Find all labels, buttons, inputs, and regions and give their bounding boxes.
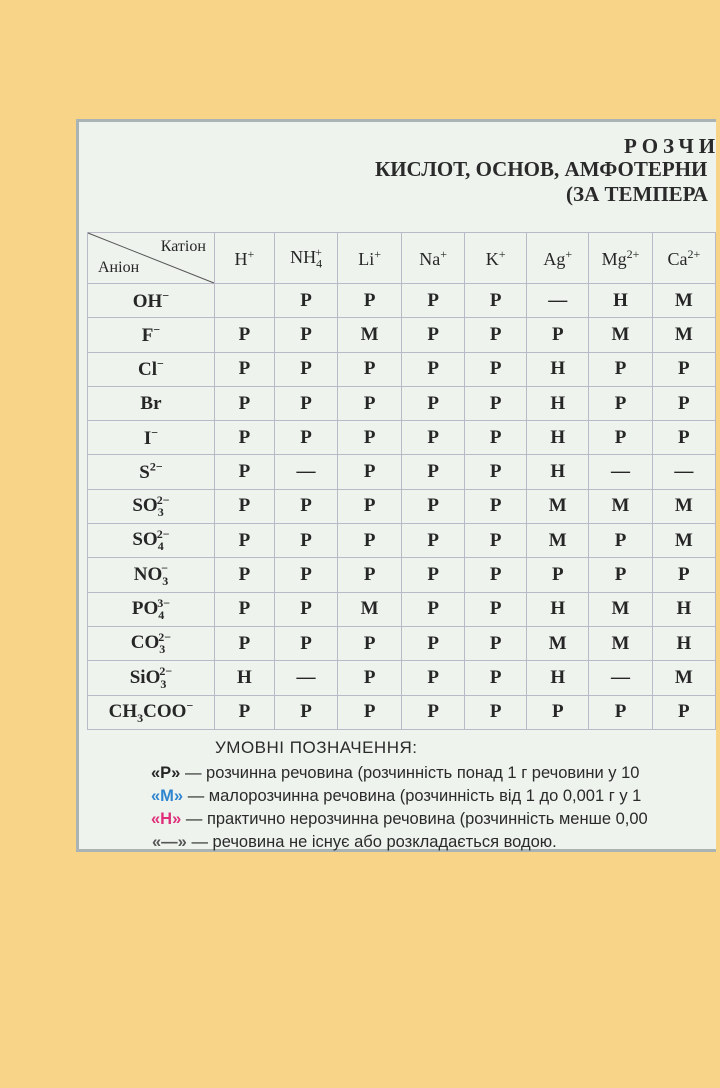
solubility-cell: Н — [652, 626, 715, 660]
legend-text: — розчинна речовина (розчинність понад 1 г речовини у 10 — [180, 764, 640, 782]
solubility-cell: Р — [274, 558, 337, 592]
solubility-cell: Р — [214, 592, 274, 626]
anion-cell — [88, 386, 215, 420]
solubility-cell: М — [589, 592, 652, 626]
solubility-cell: Р — [465, 592, 527, 626]
legend-symbol: «Р» — [151, 764, 181, 782]
cation-header-cell — [338, 233, 402, 284]
cation-label: Катіон — [160, 238, 206, 255]
solubility-cell: Р — [214, 524, 274, 558]
solubility-cell: М — [527, 489, 589, 523]
solubility-cell: Р — [274, 318, 337, 352]
anion-cell — [88, 489, 215, 523]
solubility-cell: Р — [652, 352, 715, 386]
solubility-cell: Р — [338, 352, 402, 386]
cation-header-cell — [465, 233, 527, 284]
solubility-cell: Н — [527, 592, 589, 626]
solubility-cell: М — [652, 318, 715, 352]
solubility-cell: Р — [274, 386, 337, 420]
solubility-cell: Р — [465, 558, 527, 592]
solubility-cell: Р — [402, 524, 465, 558]
solubility-cell: Р — [214, 626, 274, 660]
solubility-cell: Р — [652, 421, 715, 455]
ion-formula: I− — [143, 425, 159, 449]
solubility-cell: М — [338, 592, 402, 626]
legend-item — [151, 810, 648, 829]
table-row — [88, 352, 716, 386]
solubility-cell: Р — [465, 386, 527, 420]
ion-formula: Br — [140, 392, 162, 414]
solubility-cell: М — [527, 626, 589, 660]
anion-cell — [88, 284, 215, 318]
solubility-cell: М — [652, 524, 715, 558]
solubility-cell: Н — [527, 455, 589, 489]
table-row — [88, 455, 716, 489]
solubility-cell: Р — [214, 352, 274, 386]
solubility-cell: Р — [338, 421, 402, 455]
solubility-cell: Р — [338, 489, 402, 523]
solubility-cell: Р — [465, 661, 527, 695]
legend-text: — речовина не існує або розкладається водою. — [186, 833, 557, 851]
solubility-cell: Р — [589, 386, 652, 420]
solubility-cell: Р — [465, 352, 527, 386]
solubility-cell: Р — [589, 558, 652, 592]
solubility-cell: Р — [338, 524, 402, 558]
solubility-cell: Р — [274, 592, 337, 626]
cation-header-cell — [402, 233, 465, 284]
cation-header-cell — [652, 233, 715, 284]
table-row — [88, 524, 716, 558]
cation-header-cell — [589, 233, 652, 284]
solubility-cell: М — [589, 489, 652, 523]
cation-header-cell — [527, 233, 589, 284]
solubility-cell: М — [589, 626, 652, 660]
anion-cell — [88, 695, 215, 729]
solubility-cell: М — [652, 489, 715, 523]
solubility-cell: Р — [274, 284, 337, 318]
anion-cell — [88, 592, 215, 626]
solubility-cell: Р — [214, 421, 274, 455]
solubility-cell: Р — [338, 284, 402, 318]
legend-symbol: «М» — [151, 787, 184, 805]
legend-item — [152, 833, 557, 852]
table-row — [88, 558, 716, 592]
ion-formula: $PO_4^{3-}$ — [131, 595, 171, 622]
solubility-cell: Р — [214, 695, 274, 729]
solubility-table — [87, 232, 716, 730]
solubility-cell: Р — [465, 695, 527, 729]
solubility-cell: Р — [338, 695, 402, 729]
solubility-cell: Н — [589, 284, 652, 318]
table-row — [88, 318, 716, 352]
solubility-cell: М — [652, 661, 715, 695]
ion-formula: $NO_3^-$ — [133, 561, 169, 588]
solubility-cell: Р — [527, 558, 589, 592]
anion-cell — [88, 524, 215, 558]
ion-formula: $SO_3^{2-}$ — [132, 492, 170, 519]
title-line-2: КИСЛОТ, ОСНОВ, АМФОТЕРНИ — [375, 157, 708, 181]
solubility-cell: М — [589, 318, 652, 352]
solubility-cell: Р — [402, 318, 465, 352]
solubility-cell: Н — [527, 421, 589, 455]
solubility-cell: Р — [338, 626, 402, 660]
anion-cell — [88, 421, 215, 455]
ion-formula: F− — [141, 322, 161, 347]
solubility-cell: Р — [338, 558, 402, 592]
solubility-cell: Р — [402, 661, 465, 695]
solubility-cell: Р — [465, 524, 527, 558]
solubility-cell: Н — [527, 661, 589, 695]
ion-formula: H+ — [234, 246, 255, 269]
solubility-cell: Н — [527, 352, 589, 386]
ion-formula: $SO_4^{2-}$ — [132, 527, 170, 554]
solubility-cell: — — [274, 661, 337, 695]
solubility-cell: Р — [402, 352, 465, 386]
solubility-cell: Р — [589, 695, 652, 729]
legend-text: — малорозчинна речовина (розчинність від 1 до 0,001 г у 1 — [183, 787, 642, 805]
legend-title: УМОВНІ ПОЗНАЧЕННЯ: — [215, 738, 418, 757]
solubility-cell: Р — [652, 558, 715, 592]
anion-cell — [88, 626, 215, 660]
solubility-cell: Р — [274, 626, 337, 660]
anion-cell — [88, 661, 215, 695]
solubility-cell: Р — [652, 386, 715, 420]
solubility-cell: Р — [465, 455, 527, 489]
solubility-cell: Р — [402, 386, 465, 420]
solubility-cell: Р — [465, 626, 527, 660]
solubility-cell: Р — [274, 352, 337, 386]
legend-symbol: «—» — [152, 833, 187, 851]
cation-header-cell — [274, 233, 337, 284]
solubility-cell: Р — [402, 284, 465, 318]
solubility-cell: Н — [214, 661, 274, 695]
solubility-cell: Р — [402, 695, 465, 729]
solubility-table-panel — [76, 119, 720, 852]
solubility-cell: Р — [465, 489, 527, 523]
title-line-3: (ЗА ТЕМПЕРА — [566, 182, 708, 206]
solubility-cell: Р — [465, 318, 527, 352]
solubility-cell: Р — [214, 489, 274, 523]
solubility-cell: Р — [652, 695, 715, 729]
table-row — [88, 489, 716, 523]
ion-formula: Ag+ — [543, 246, 573, 269]
solubility-cell: Р — [274, 524, 337, 558]
ion-formula: Na+ — [419, 246, 448, 269]
solubility-cell: М — [652, 284, 715, 318]
solubility-cell: — — [589, 455, 652, 489]
ion-formula: K+ — [485, 246, 506, 269]
legend-item — [151, 787, 641, 806]
table-row — [88, 626, 716, 660]
anion-cell — [88, 558, 215, 592]
legend-symbol: «Н» — [151, 810, 182, 828]
table-row — [88, 386, 716, 420]
solubility-cell: Р — [402, 592, 465, 626]
title-line-1: РОЗЧИ — [624, 134, 720, 158]
legend-text: — практично нерозчинна речовина (розчинність менше 0,00 — [181, 810, 648, 828]
ion-formula: $Mg^{2+}$ — [601, 246, 640, 269]
solubility-cell: Р — [589, 352, 652, 386]
solubility-cell: Р — [338, 455, 402, 489]
solubility-cell: Р — [274, 489, 337, 523]
ion-formula: $CH_3COO^-$ — [108, 698, 194, 725]
ion-formula: $S^{2-}$ — [139, 459, 163, 484]
solubility-cell: Р — [589, 421, 652, 455]
solubility-cell: Р — [338, 661, 402, 695]
solubility-cell: Р — [402, 558, 465, 592]
solubility-cell — [214, 284, 274, 318]
anion-cell — [88, 352, 215, 386]
anion-cell — [88, 455, 215, 489]
solubility-cell: Р — [465, 284, 527, 318]
solubility-cell: — — [652, 455, 715, 489]
solubility-cell: — — [589, 661, 652, 695]
solubility-cell: Р — [274, 421, 337, 455]
solubility-cell: Р — [527, 695, 589, 729]
solubility-cell: Н — [652, 592, 715, 626]
ion-formula: $NH_4^+$ — [290, 244, 323, 271]
solubility-cell: Р — [274, 695, 337, 729]
solubility-cell: Р — [589, 524, 652, 558]
ion-formula: OH− — [132, 288, 170, 312]
solubility-cell: Р — [214, 558, 274, 592]
solubility-cell: — — [527, 284, 589, 318]
cation-header-cell — [214, 233, 274, 284]
table-row — [88, 592, 716, 626]
solubility-cell: Р — [214, 386, 274, 420]
solubility-cell: М — [527, 524, 589, 558]
anion-label: Аніон — [98, 259, 140, 276]
ion-formula: Li+ — [358, 246, 382, 269]
table-row — [88, 661, 716, 695]
table-row — [88, 284, 716, 318]
anion-cell — [88, 318, 215, 352]
ion-formula: $Ca^{2+}$ — [667, 246, 701, 269]
solubility-cell: Р — [402, 421, 465, 455]
solubility-cell: Р — [214, 455, 274, 489]
solubility-cell: Р — [402, 489, 465, 523]
solubility-cell: Р — [338, 386, 402, 420]
table-row — [88, 421, 716, 455]
ion-formula: SiO$_3^{2-}$ — [129, 664, 173, 691]
ion-formula: Cl− — [138, 357, 164, 381]
legend-item — [151, 764, 639, 783]
solubility-cell: Р — [214, 318, 274, 352]
table-row — [88, 695, 716, 729]
solubility-cell: — — [274, 455, 337, 489]
solubility-cell: Р — [527, 318, 589, 352]
solubility-cell: Р — [402, 626, 465, 660]
ion-formula: $CO_3^{2-}$ — [130, 630, 172, 657]
solubility-cell: Р — [465, 421, 527, 455]
solubility-cell: Н — [527, 386, 589, 420]
solubility-cell: М — [338, 318, 402, 352]
solubility-cell: Р — [402, 455, 465, 489]
header-corner-cell — [88, 233, 215, 284]
